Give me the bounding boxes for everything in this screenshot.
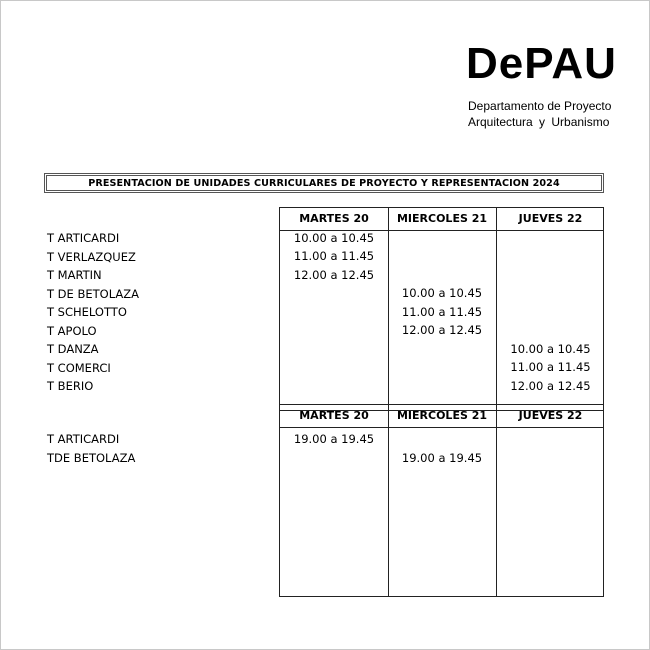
grid-header-divider bbox=[280, 427, 603, 428]
department-name: Departamento de Proyecto bbox=[468, 99, 612, 113]
schedule-grid bbox=[279, 404, 604, 597]
teacher-name: T APOLO bbox=[47, 323, 97, 338]
document-title bbox=[44, 173, 604, 193]
teacher-name: T ARTICARDI bbox=[47, 432, 120, 446]
time-slot: 11.00 a 11.45 bbox=[293, 249, 375, 263]
day-header: MIERCOLES 21 bbox=[396, 211, 488, 225]
schedule-grid bbox=[279, 207, 604, 411]
time-slot: 11.00 a 11.45 bbox=[510, 360, 591, 374]
teacher-name: T COMERCI bbox=[47, 360, 111, 375]
teacher-name: T DE BETOLAZA bbox=[47, 286, 139, 301]
day-header: MARTES 20 bbox=[299, 408, 369, 422]
depau-logo: DePAU bbox=[466, 39, 617, 88]
time-slot: 19.00 a 19.45 bbox=[293, 431, 375, 446]
teacher-name: T ARTICARDI bbox=[47, 231, 120, 245]
teacher-name: T VERLAZQUEZ bbox=[47, 249, 136, 264]
time-slot: 10.00 a 10.45 bbox=[510, 341, 591, 356]
time-slot: 12.00 a 12.45 bbox=[510, 378, 591, 393]
teacher-name: TDE BETOLAZA bbox=[47, 451, 136, 465]
time-slot: 10.00 a 10.45 bbox=[401, 286, 483, 300]
teacher-name: T MARTIN bbox=[47, 268, 102, 282]
time-slot: 12.00 a 12.45 bbox=[401, 323, 483, 337]
teacher-name: T BERIO bbox=[47, 379, 94, 393]
teacher-name: T DANZA bbox=[47, 342, 99, 356]
time-slot: 12.00 a 12.45 bbox=[293, 267, 375, 282]
time-slot: 11.00 a 11.45 bbox=[401, 304, 483, 319]
day-header: MIERCOLES 21 bbox=[396, 408, 488, 422]
time-slot: 19.00 a 19.45 bbox=[401, 450, 483, 465]
grid-column-divider bbox=[388, 405, 389, 596]
day-header: JUEVES 22 bbox=[518, 211, 583, 225]
time-slot: 10.00 a 10.45 bbox=[293, 230, 375, 245]
day-header: JUEVES 22 bbox=[518, 408, 583, 422]
teacher-name: T SCHELOTTO bbox=[47, 305, 127, 319]
department-subtitle: Arquitectura y Urbanismo bbox=[468, 115, 610, 129]
document-title-text: PRESENTACION DE UNIDADES CURRICULARES DE PROYECTO Y REPRESENTACION 2024 bbox=[88, 177, 560, 189]
grid-column-divider bbox=[496, 405, 497, 596]
day-header: MARTES 20 bbox=[299, 211, 369, 225]
